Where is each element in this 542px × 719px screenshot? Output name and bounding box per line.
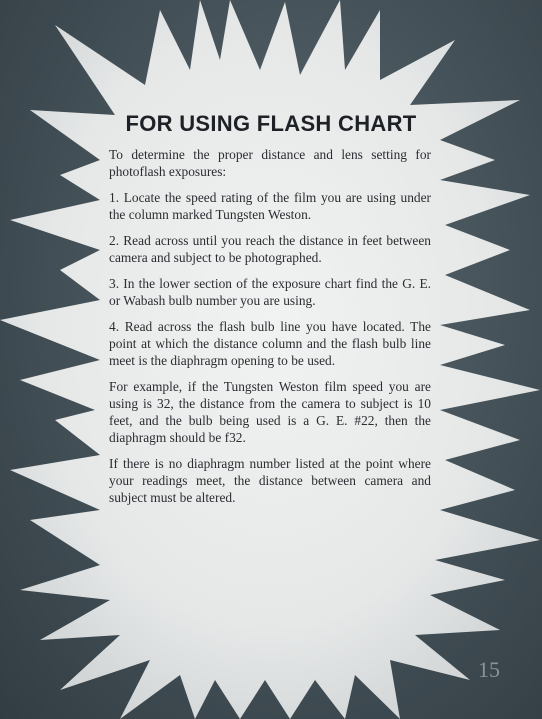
step-2-paragraph: 2. Read across until you reach the distance in feet between camera and subject to be photographed. <box>109 233 431 265</box>
step-1-paragraph: 1. Locate the speed rating of the film you are using under the column marked Tungsten Weston. <box>109 190 431 222</box>
example-paragraph: For example, if the Tungsten Weston film speed you are using is 32, the distance from the camera to subject is 10 feet, and the bulb being used is a G. E. #22, then the diaphragm should be f32. <box>109 379 431 445</box>
note-paragraph: If there is no diaphragm number listed at the point where your readings meet, the distance between camera and subject must be altered. <box>109 456 431 505</box>
step-3-paragraph: 3. In the lower section of the exposure chart find the G. E. or Wabash bulb number you are using. <box>109 276 431 308</box>
instructions-body <box>109 146 431 515</box>
step-4-paragraph: 4. Read across the flash bulb line you have located. The point at which the distance column and the flash bulb line meet is the diaphragm opening to be used. <box>109 319 431 368</box>
page-number: 15 <box>478 657 500 682</box>
intro-paragraph: To determine the proper distance and lens setting for photoflash exposures: <box>109 147 431 179</box>
page-title: FOR USING FLASH CHART <box>125 111 417 136</box>
